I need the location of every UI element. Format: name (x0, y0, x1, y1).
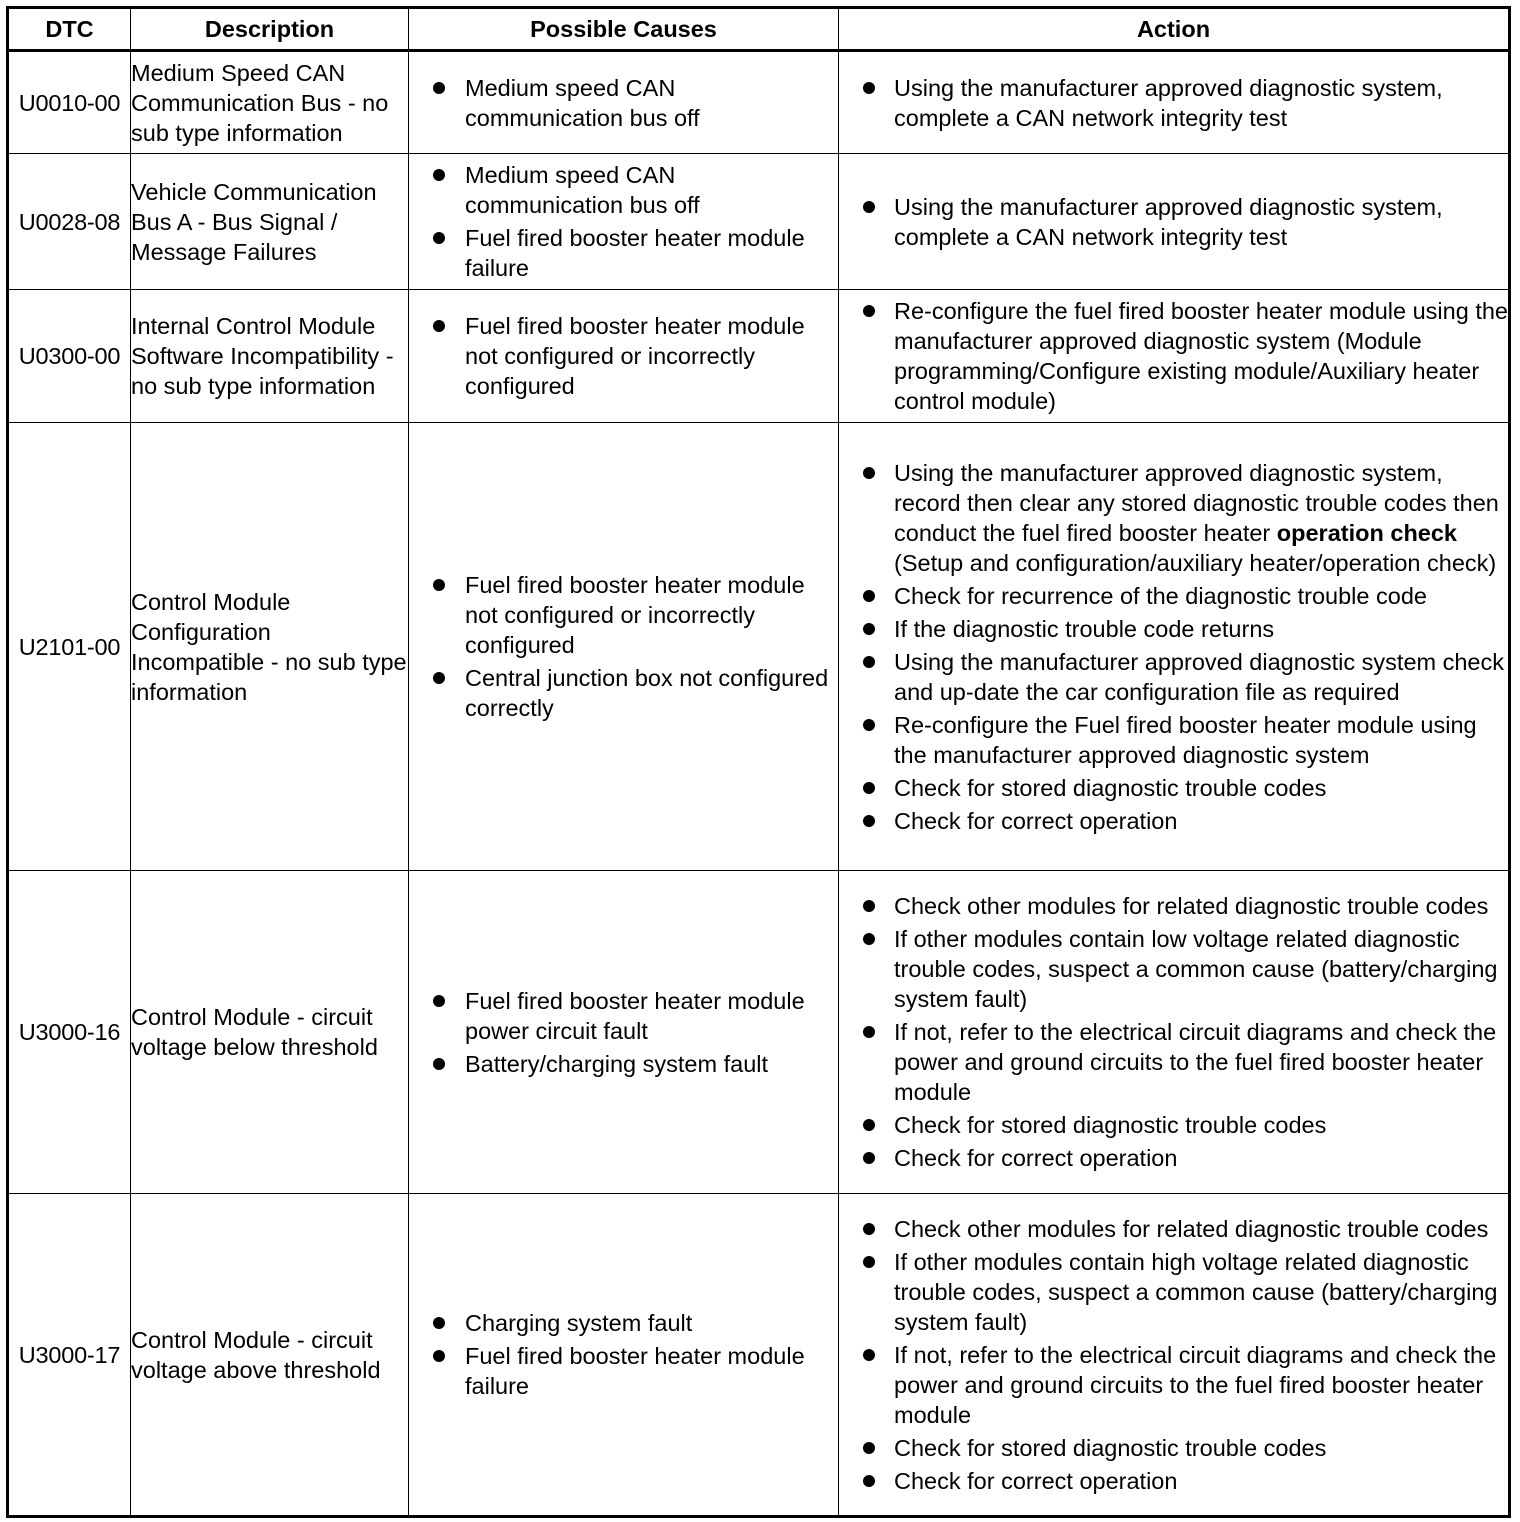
dtc-description: Medium Speed CAN Communication Bus - no sub type information (131, 51, 409, 154)
possible-causes-cell (409, 1194, 839, 1517)
bullet-icon (863, 305, 875, 317)
table-row (8, 154, 1510, 290)
actions-list (839, 1214, 1508, 1496)
causes-list (409, 1308, 838, 1401)
bullet-icon (433, 320, 445, 332)
bullet-icon (433, 1350, 445, 1362)
list-item: If not, refer to the electrical circuit diagrams and check the power and ground circuits to the fuel fired booster heater module (839, 1340, 1508, 1430)
bullet-icon (863, 201, 875, 213)
bullet-icon (863, 782, 875, 794)
causes-list (409, 311, 838, 401)
list-item: Central junction box not configured correctly (409, 663, 838, 723)
bullet-icon (863, 719, 875, 731)
actions-list (839, 891, 1508, 1173)
bullet-icon (863, 590, 875, 602)
list-item: Check for stored diagnostic trouble codes (839, 1110, 1508, 1140)
bullet-icon (863, 1026, 875, 1038)
list-item: Using the manufacturer approved diagnostic system, complete a CAN network integrity test (839, 73, 1508, 133)
list-item: Fuel fired booster heater module not configured or incorrectly configured (409, 311, 838, 401)
operation-check-emphasis: operation check (1276, 519, 1458, 546)
bullet-icon (863, 1223, 875, 1235)
bullet-icon (863, 623, 875, 635)
dtc-table (6, 6, 1511, 1518)
possible-causes-cell (409, 51, 839, 154)
list-item: Re-configure the fuel fired booster heater module using the manufacturer approved diagnostic system (Module programming/Configure existing module/Auxiliary heater control module) (839, 296, 1508, 416)
list-item: If other modules contain high voltage related diagnostic trouble codes, suspect a common cause (battery/charging system fault) (839, 1247, 1508, 1337)
list-item: If not, refer to the electrical circuit diagrams and check the power and ground circuits to the fuel fired booster heater module (839, 1017, 1508, 1107)
possible-causes-cell (409, 154, 839, 290)
dtc-code: U3000-17 (8, 1194, 131, 1517)
dtc-code: U3000-16 (8, 871, 131, 1194)
list-item: Battery/charging system fault (409, 1049, 838, 1079)
actions-list (839, 192, 1508, 252)
list-item: Charging system fault (409, 1308, 838, 1338)
dtc-code: U0010-00 (8, 51, 131, 154)
bullet-icon (863, 1119, 875, 1131)
bullet-icon (863, 1475, 875, 1487)
action-cell (839, 1194, 1510, 1517)
dtc-description: Vehicle Communication Bus A - Bus Signal / Message Failures (131, 154, 409, 290)
action-cell (839, 154, 1510, 290)
bullet-icon (863, 815, 875, 827)
list-item: Fuel fired booster heater module not configured or incorrectly configured (409, 570, 838, 660)
header-description: Description (131, 8, 409, 51)
actions-list (839, 73, 1508, 133)
dtc-description: Control Module - circuit voltage above threshold (131, 1194, 409, 1517)
list-item: Check for stored diagnostic trouble codes (839, 1433, 1508, 1463)
action-cell (839, 51, 1510, 154)
dtc-description: Control Module - circuit voltage below threshold (131, 871, 409, 1194)
possible-causes-cell (409, 423, 839, 871)
list-item: Medium speed CAN communication bus off (409, 73, 838, 133)
causes-list (409, 73, 838, 133)
possible-causes-cell (409, 871, 839, 1194)
bullet-icon (433, 1317, 445, 1329)
bullet-icon (863, 1256, 875, 1268)
list-item: Check for recurrence of the diagnostic trouble code (839, 581, 1508, 611)
bullet-icon (863, 656, 875, 668)
bullet-icon (433, 82, 445, 94)
action-cell (839, 290, 1510, 423)
header-possible-causes: Possible Causes (409, 8, 839, 51)
list-item: If the diagnostic trouble code returns (839, 614, 1508, 644)
causes-list (409, 160, 838, 283)
bullet-icon (863, 1152, 875, 1164)
table-row (8, 423, 1510, 871)
list-item: Check for stored diagnostic trouble codes (839, 773, 1508, 803)
causes-list (409, 986, 838, 1079)
list-item: Fuel fired booster heater module failure (409, 1341, 838, 1401)
bullet-icon (863, 467, 875, 479)
possible-causes-cell (409, 290, 839, 423)
actions-list (839, 296, 1508, 416)
list-item: Re-configure the Fuel fired booster heater module using the manufacturer approved diagnostic system (839, 710, 1508, 770)
bullet-icon (433, 232, 445, 244)
list-item: Using the manufacturer approved diagnostic system check and up-date the car configuration file as required (839, 647, 1508, 707)
bullet-icon (863, 1442, 875, 1454)
list-item: Fuel fired booster heater module power circuit fault (409, 986, 838, 1046)
bullet-icon (433, 672, 445, 684)
bullet-icon (863, 900, 875, 912)
bullet-icon (433, 579, 445, 591)
list-item: Medium speed CAN communication bus off (409, 160, 838, 220)
bullet-icon (433, 169, 445, 181)
table-row (8, 290, 1510, 423)
dtc-code: U0300-00 (8, 290, 131, 423)
table-header-row (8, 8, 1510, 51)
bullet-icon (863, 933, 875, 945)
list-item: Check for correct operation (839, 1466, 1508, 1496)
table-row (8, 871, 1510, 1194)
bullet-icon (863, 1349, 875, 1361)
list-item: If other modules contain low voltage related diagnostic trouble codes, suspect a common cause (battery/charging system fault) (839, 924, 1508, 1014)
list-item: Check for correct operation (839, 1143, 1508, 1173)
list-item: Check for correct operation (839, 806, 1508, 836)
causes-list (409, 570, 838, 723)
header-dtc: DTC (8, 8, 131, 51)
dtc-code: U0028-08 (8, 154, 131, 290)
dtc-code: U2101-00 (8, 423, 131, 871)
actions-list (839, 458, 1508, 836)
table-row (8, 51, 1510, 154)
list-item: Fuel fired booster heater module failure (409, 223, 838, 283)
list-item: Check other modules for related diagnostic trouble codes (839, 891, 1508, 921)
list-item: Check other modules for related diagnostic trouble codes (839, 1214, 1508, 1244)
bullet-icon (433, 995, 445, 1007)
bullet-icon (433, 1058, 445, 1070)
list-item: Using the manufacturer approved diagnostic system, record then clear any stored diagnostic trouble codes then conduct the fuel fired booster heater operation check (Setup and configuration/auxiliary heater/operation check) (839, 458, 1508, 578)
action-cell (839, 423, 1510, 871)
dtc-description: Control Module Configuration Incompatible - no sub type information (131, 423, 409, 871)
list-item: Using the manufacturer approved diagnostic system, complete a CAN network integrity test (839, 192, 1508, 252)
dtc-description: Internal Control Module Software Incompatibility - no sub type information (131, 290, 409, 423)
bullet-icon (863, 82, 875, 94)
header-action: Action (839, 8, 1510, 51)
action-cell (839, 871, 1510, 1194)
table-row (8, 1194, 1510, 1517)
